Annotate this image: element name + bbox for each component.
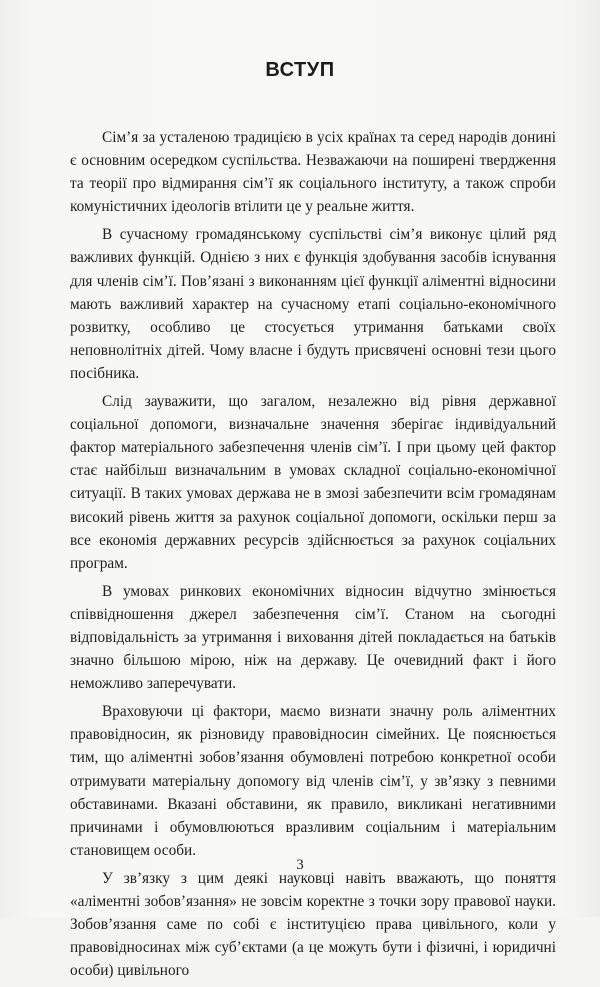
paragraph: В сучасному громадянському суспільстві сім’я виконує цілий ряд важливих функцій. Однією з них є функція здобування засобів існування для членів сім’ї. Пов’язані з виконанням цієї функції аліментні відносини мають важливий характер на сучасному етапі соціально-економічного розвитку, особливо це стосується утримання батьками своїх неповнолітніх дітей. Чому власне і будуть присвячені основні тези цього посібника. xyxy=(70,226,556,382)
paragraph: Сім’я за усталеною традицією в усіх країнах та серед народів донині є основним осередком суспільства. Незважаючи на поширені твердження та теорії про відмирання сім’ї як соціального інституту, а також спроби комуністичних ідеологів втілити це у реальне життя. xyxy=(70,129,556,216)
paragraph: Слід зауважити, що загалом, незалежно від рівня державної соціальної допомоги, визначальне значення зберігає індивідуальний фактор матеріального забезпечення членів сім’ї. І при цьому цей фактор стає найбільш визначальним в умовах складної соціально-економічної ситуації. В таких умовах держава не в змозі забезпечити всім громадянам високий рівень життя за рахунок соціальної допомоги, оскільки перш за все економія державних ресурсів здійснюється за рахунок соціальних програм. xyxy=(70,393,556,572)
paragraph: Враховуючи ці фактори, маємо визнати значну роль аліментних правовідносин, як різновиду правовідносин сімейних. Це пояснюється тим, що аліментні зобов’язання обумовлені потребою конкретної особи отримувати матеріальну допомогу від членів сім’ї, у зв’язку з певними обставинами. Вказані обставини, як правило, викликані негативними причинами і обумовлюються вразливим соціальним і матеріальним становищем особи. xyxy=(70,703,556,859)
paragraph: В умовах ринкових економічних відносин відчутно змінюється співвідношення джерел забезпечення сім’ї. Станом на сьогодні відповідальність за утримання і виховання дітей покладається на батьків значно більшою мірою, ніж на державу. Це очевидний факт і його неможливо заперечувати. xyxy=(70,582,556,693)
page-number: 3 xyxy=(296,857,304,873)
section-heading: ВСТУП xyxy=(265,59,335,81)
paragraph: У зв’язку з цим деякі науковці навіть вважають, що поняття «аліментні зобов’язання» не зовсім коректне з точки зору правової науки. Зобов’язання саме по собі є інституцією права цивільного, коли у правовідносинах між суб’єктами (а це можуть бути і фізичні, і юридичні особи) цивільного xyxy=(70,869,556,980)
